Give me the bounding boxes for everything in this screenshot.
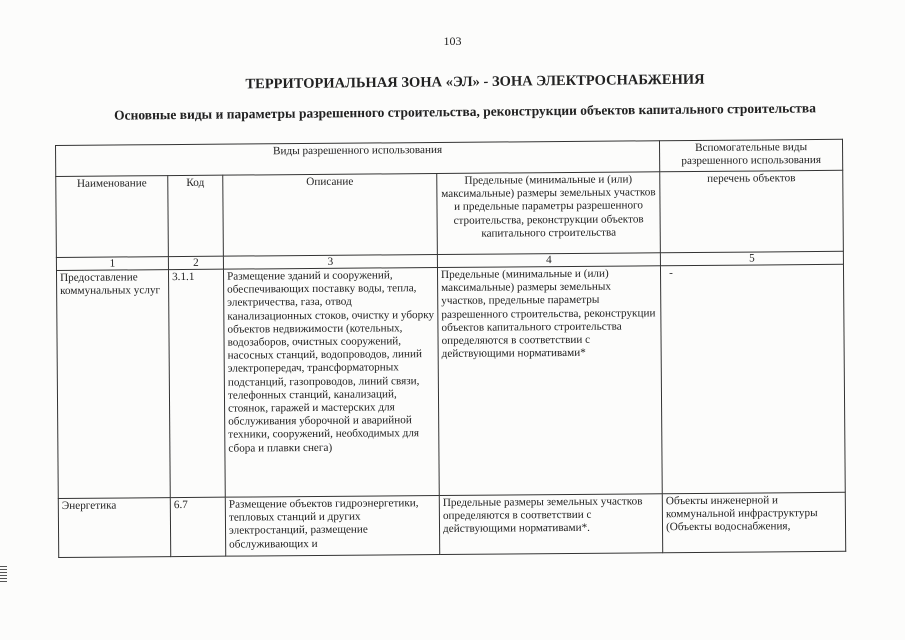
table-row [56, 264, 845, 498]
col-header-name: Наименование [56, 176, 169, 258]
cell-code: 6.7 [170, 497, 225, 556]
cell-aux: Объекты инженерной и коммунальной инфраструктуры (Объекты водоснабжения, [662, 492, 845, 552]
zone-title: ТЕРРИТОРИАЛЬНАЯ ЗОНА «ЭЛ» - ЗОНА ЭЛЕКТРОСНАБЖЕНИЯ [245, 71, 705, 93]
col-header-code: Код [168, 175, 224, 256]
table-row [58, 492, 845, 557]
group-header-main: Виды разрешенного использования [56, 141, 660, 177]
cell-code: 3.1.1 [168, 269, 225, 497]
column-header-row [56, 170, 844, 257]
group-header-aux: Вспомогательные виды разрешенного использования [660, 139, 843, 171]
land-use-table-wrapper [55, 139, 846, 558]
land-use-table [55, 139, 846, 558]
cell-description: Размещение объектов гидроэнергетики, тепловых станций и других электростанций, размещение обслуживающих и [225, 495, 439, 556]
col-number: 2 [168, 256, 223, 269]
cell-params: Предельные (минимальные и (или) максимальные) размеры земельных участков, предельные параметры разрешенного строительства, реконструкции объектов капитального строительства определяются в соответствии с действующими нормативами* [437, 266, 662, 496]
cell-description: Размещение зданий и сооружений, обеспечивающих поставку воды, тепла, электричества, газа, отвод канализационных стоков, очистку и уборку объектов недвижимости (котельных, водозаборов, очистных сооружений, насосных станций, водопроводов, линий электропередач, трансформаторных подстанций, газопроводов, линий связи, телефонных станций, канализаций, стоянок, гаражей и мастерских для обслуживания уборочной и аварийной техники, сооружений, необходимых для сбора и плавки снега) [223, 267, 439, 497]
cell-aux [660, 264, 845, 493]
col-header-params: Предельные (минимальные и (или) максимальные) размеры земельных участков и предельные параметры разрешенного строительства, реконструкции объектов капитального строительства [437, 172, 661, 255]
cell-name: Предоставление коммунальных услуг [56, 270, 170, 499]
col-number: 3 [223, 255, 437, 270]
col-header-aux: перечень объектов [660, 170, 844, 252]
col-number: 4 [437, 253, 660, 268]
cell-aux-value: - [669, 267, 673, 280]
col-number: 1 [56, 257, 168, 271]
cell-name: Энергетика [58, 498, 170, 558]
section-title: Основные виды и параметры разрешенного строительства, реконструкции объектов капитального строительства [114, 100, 816, 123]
col-number: 5 [660, 251, 843, 265]
scan-edge-artifact [0, 566, 7, 582]
cell-params: Предельные размеры земельных участков определяются в соответствии с действующими нормативами*. [439, 494, 662, 555]
page-number: 103 [443, 34, 462, 48]
col-header-description: Описание [223, 174, 438, 257]
